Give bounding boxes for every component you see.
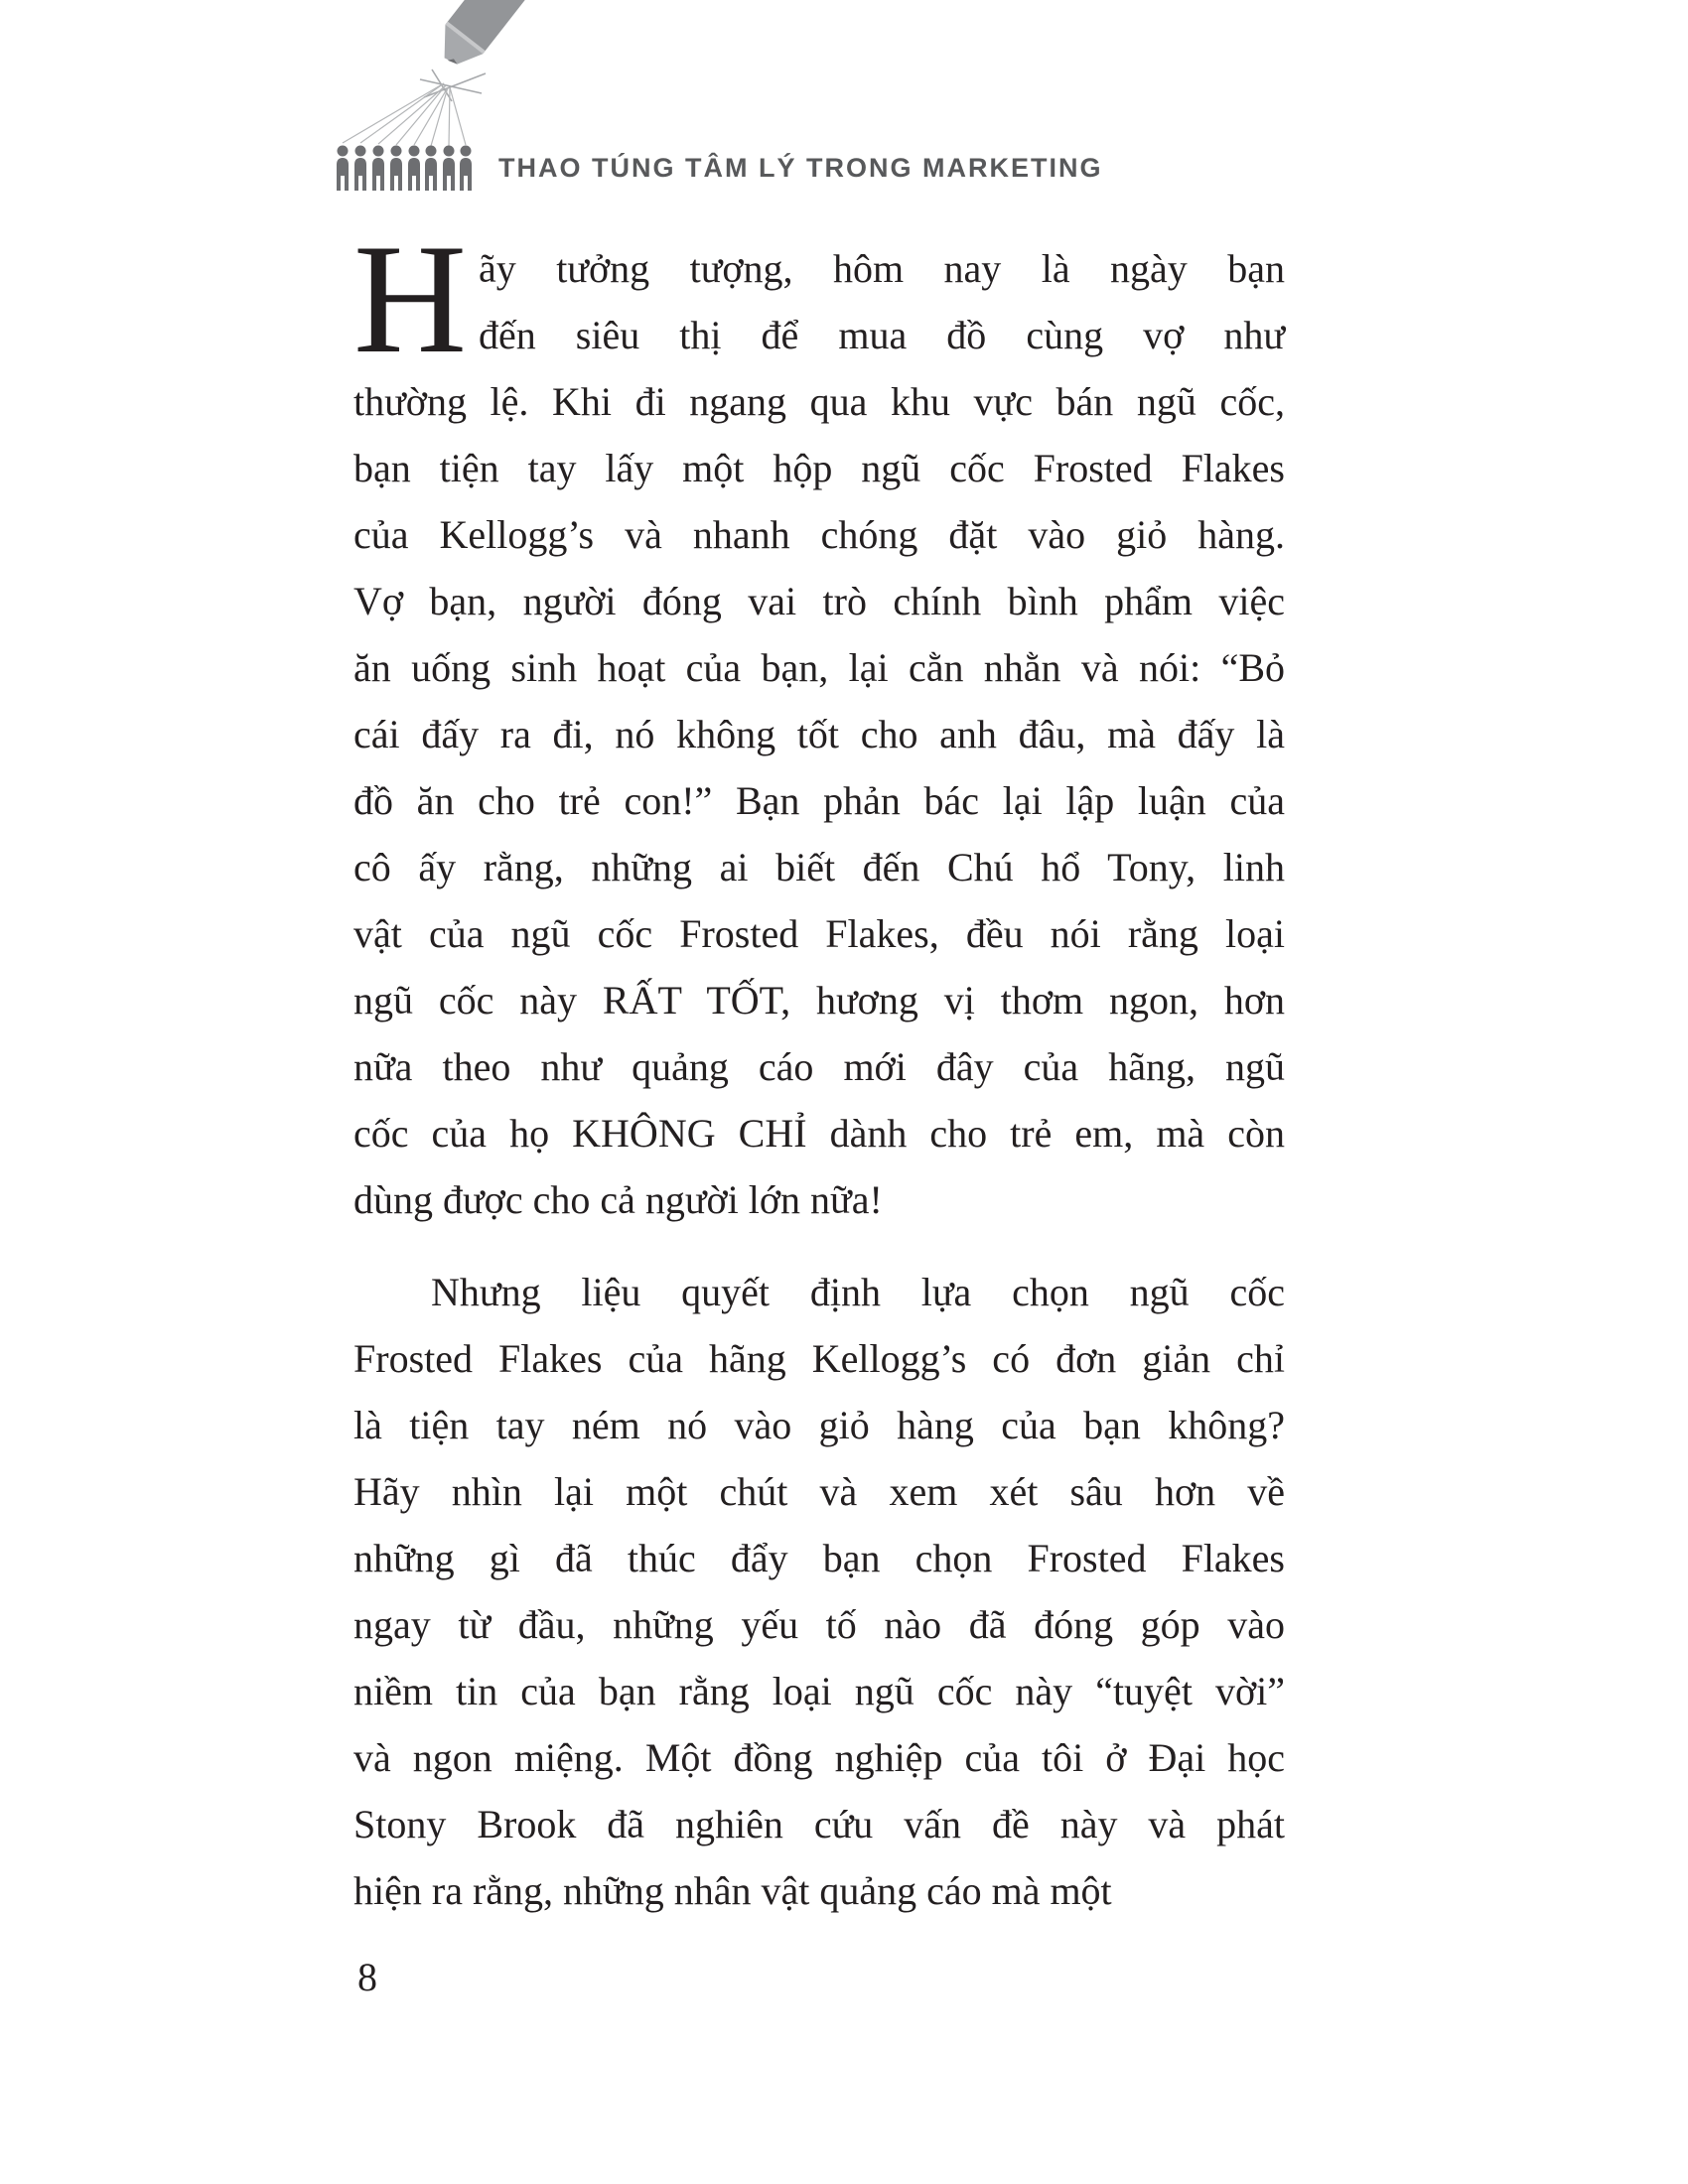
puppet-figures bbox=[337, 146, 472, 192]
text-line: Stony Brook đã nghiên cứu vấn đề này và phát bbox=[353, 1802, 1285, 1846]
text-line: đến siêu thị để mua đồ cùng vợ như bbox=[479, 313, 1285, 357]
drop-cap-letter: H bbox=[353, 212, 468, 386]
page-number: 8 bbox=[357, 1955, 377, 1999]
text-line: bạn tiện tay lấy một hộp ngũ cốc Frosted Flakes bbox=[353, 446, 1285, 490]
text-line: là tiện tay ném nó vào giỏ hàng của bạn không? bbox=[353, 1403, 1285, 1447]
text-line: thường lệ. Khi đi ngang qua khu vực bán ngũ cốc, bbox=[353, 379, 1285, 424]
text-line: Frosted Flakes của hãng Kellogg’s có đơn giản chỉ bbox=[353, 1336, 1285, 1381]
text-line: ãy tưởng tượng, hôm nay là ngày bạn bbox=[479, 246, 1285, 291]
text-line: nữa theo như quảng cáo mới đây của hãng, ngũ bbox=[353, 1044, 1285, 1089]
text-line: Hãy nhìn lại một chút và xem xét sâu hơn về bbox=[353, 1469, 1285, 1514]
text-line: ăn uống sinh hoạt của bạn, lại cằn nhằn và nói: “Bỏ bbox=[353, 645, 1285, 690]
text-line: ngũ cốc này RẤT TỐT, hương vị thơm ngon, hơn bbox=[353, 978, 1285, 1023]
paragraph-1 bbox=[353, 212, 1285, 1233]
text-line: và ngon miệng. Một đồng nghiệp của tôi ở Đại học bbox=[353, 1735, 1285, 1780]
text-line: cô ấy rằng, những ai biết đến Chú hổ Tony, linh bbox=[353, 845, 1285, 889]
text-line: đồ ăn cho trẻ con!” Bạn phản bác lại lập luận của bbox=[353, 778, 1285, 823]
text-line: ngay từ đầu, những yếu tố nào đã đóng góp vào bbox=[353, 1602, 1285, 1647]
text-line: vật của ngũ cốc Frosted Flakes, đều nói rằng loại bbox=[353, 911, 1285, 956]
book-title-header: THAO TÚNG TÂM LÝ TRONG MARKETING bbox=[498, 153, 1103, 183]
text-line: của Kellogg’s và nhanh chóng đặt vào giỏ hàng. bbox=[353, 512, 1285, 557]
text-line: Nhưng liệu quyết định lựa chọn ngũ cốc bbox=[431, 1270, 1285, 1314]
text-line: cái đấy ra đi, nó không tốt cho anh đâu, mà đấy là bbox=[353, 712, 1285, 756]
body-text bbox=[353, 212, 1285, 1924]
text-line: dùng được cho cả người lớn nữa! bbox=[353, 1177, 883, 1222]
text-line: những gì đã thúc đẩy bạn chọn Frosted Flakes bbox=[353, 1536, 1285, 1580]
text-line: cốc của họ KHÔNG CHỈ dành cho trẻ em, mà còn bbox=[353, 1111, 1285, 1156]
paragraph-2 bbox=[353, 1259, 1285, 1924]
text-line: hiện ra rằng, những nhân vật quảng cáo mà một bbox=[353, 1868, 1112, 1913]
text-line: Vợ bạn, người đóng vai trò chính bình phẩm việc bbox=[353, 579, 1285, 623]
text-line: niềm tin của bạn rằng loại ngũ cốc này “tuyệt vời” bbox=[353, 1669, 1285, 1713]
